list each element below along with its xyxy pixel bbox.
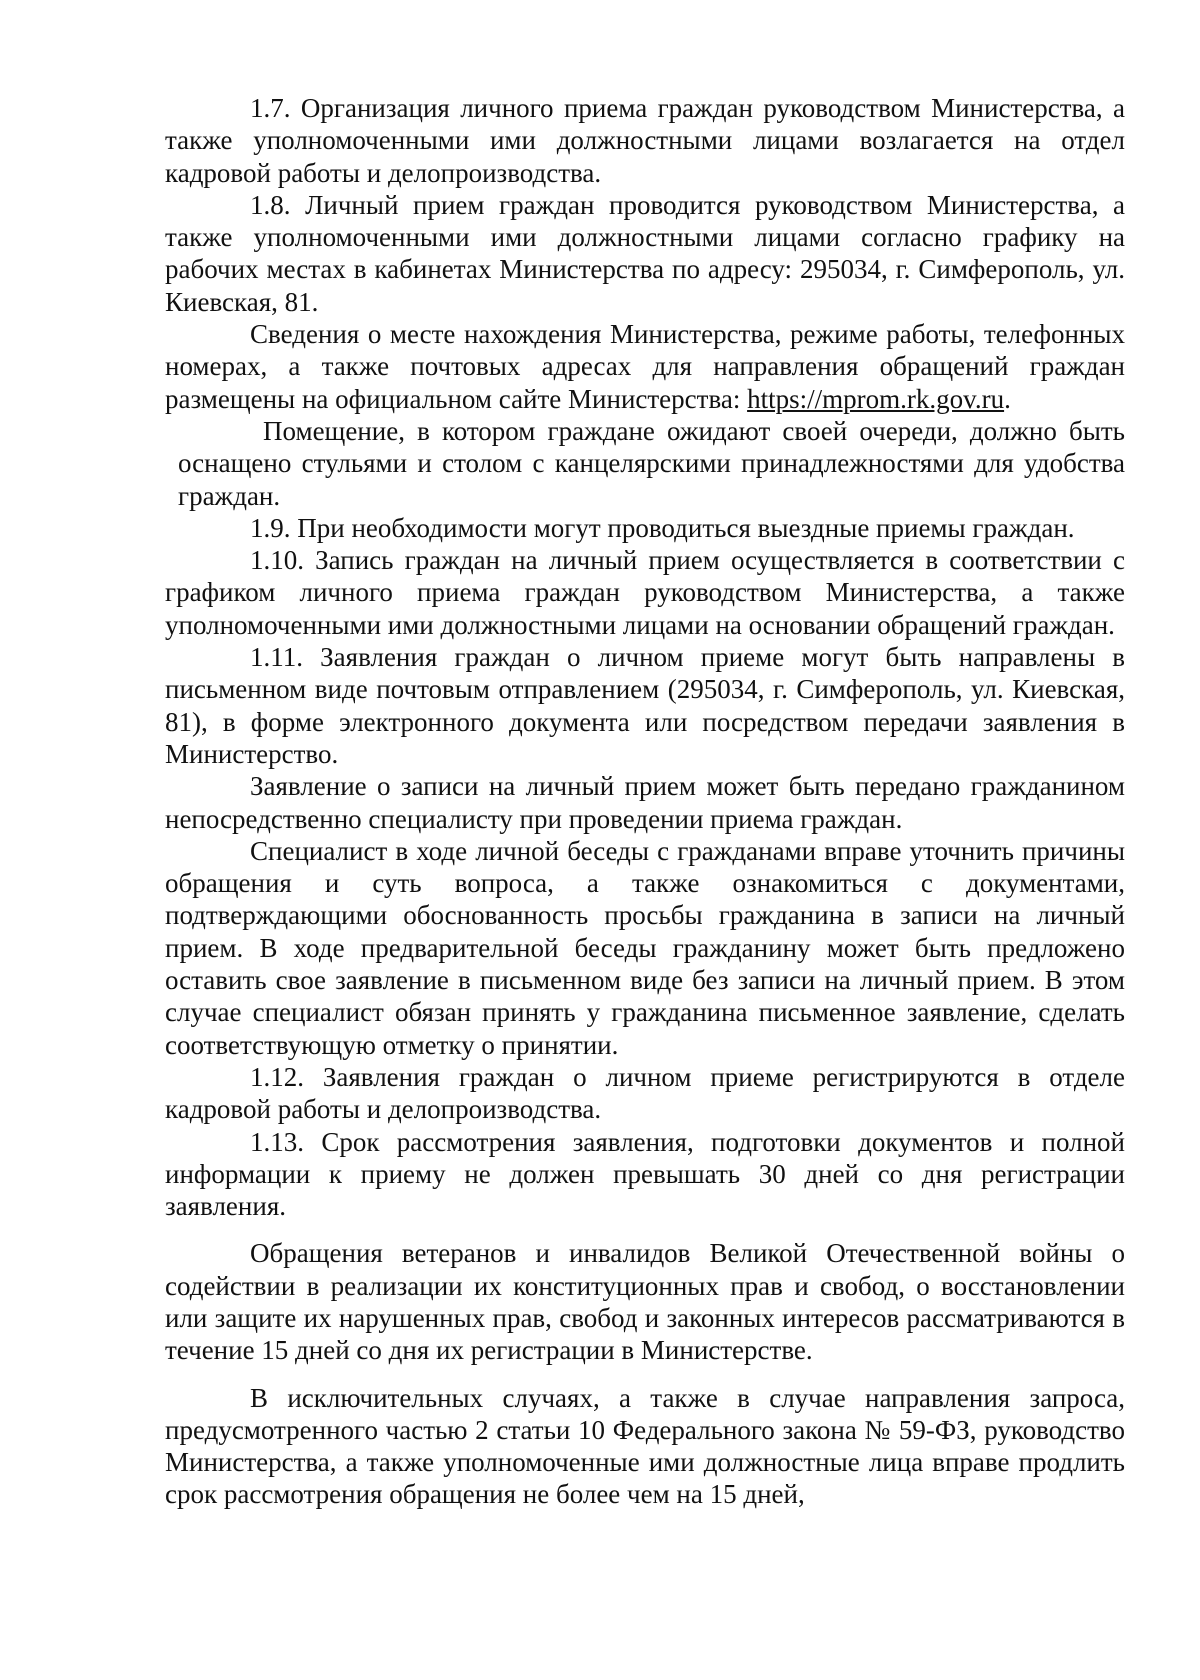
paragraph-waiting-room: Помещение, в котором граждане ожидают своей очереди, должно быть оснащено стульями и столом с канцелярскими принадлежностями для удобства граждан. (178, 415, 1125, 511)
ministry-website-link[interactable]: https://mprom.rk.gov.ru (747, 383, 1005, 414)
paragraph-1-9: 1.9. При необходимости могут проводиться выездные приемы граждан. (250, 512, 1075, 543)
paragraph-specialist: Специалист в ходе личной беседы с гражданами вправе уточнить причины обращения и суть вопроса, а также ознакомиться с документами, подтверждающими обоснованность просьбы гражданина в записи на личный прием. В ходе предварительной беседы гражданину может быть предложено оставить свое заявление в письменном виде без записи на личный прием. В этом случае специалист обязан принять у гражданина письменное заявление, сделать соответствующую отметку о принятии. (165, 835, 1125, 1060)
contact-info-period: . (1004, 383, 1011, 414)
paragraph-1-8: 1.8. Личный прием граждан проводится руководством Министерства, а также уполномоченными ими должностными лицами согласно графику на рабочих местах в кабинетах Министерства по адресу: 295034, г. Симферополь, ул. Киевская, 81. (165, 189, 1125, 317)
paragraph-1-11: 1.11. Заявления граждан о личном приеме могут быть направлены в письменном виде почтовым отправлением (295034, г. Симферополь, ул. Киевская, 81), в форме электронного документа или посредством передачи заявления в Министерство. (165, 642, 1125, 769)
paragraph-record-application: Заявление о записи на личный прием может быть передано гражданином непосредственно специалисту при проведении приема граждан. (165, 771, 1125, 834)
paragraph-1-12: 1.12. Заявления граждан о личном приеме регистрируются в отделе кадровой работы и делопроизводства. (165, 1061, 1125, 1125)
paragraph-1-13: 1.13. Срок рассмотрения заявления, подготовки документов и полной информации к приему не должен превышать 30 дней со дня регистрации заявления. (165, 1126, 1125, 1222)
document-page (165, 92, 1125, 1511)
paragraph-veterans: Обращения ветеранов и инвалидов Великой Отечественной войны о содействии в реализации их конституционных прав и свобод, о восстановлении или защите их нарушенных прав, свобод и законных интересов рассматриваются в течение 15 дней со дня их регистрации в Министерстве. (165, 1238, 1125, 1366)
paragraph-contact-info (165, 318, 1125, 415)
paragraph-1-7: 1.7. Организация личного приема граждан руководством Министерства, а также уполномоченными ими должностными лицами возлагается на отдел кадровой работы и делопроизводства. (165, 93, 1125, 188)
paragraph-1-10: 1.10. Запись граждан на личный прием осуществляется в соответствии с графиком личного приема граждан руководством Министерства, а также уполномоченными ими должностными лицами на основании обращений граждан. (165, 545, 1125, 640)
paragraph-exceptional-cases: В исключительных случаях, а также в случае направления запроса, предусмотренного частью 2 статьи 10 Федерального закона № 59-ФЗ, руководство Министерства, а также уполномоченные ими должностные лица вправе продлить срок рассмотрения обращения не более чем на 15 дней, (165, 1382, 1125, 1510)
contact-info-text: Сведения о месте нахождения Министерства, режиме работы, телефонных номерах, а также почтовых адресах для направления обращений граждан размещены на официальном сайте Министерства: (165, 319, 1125, 414)
